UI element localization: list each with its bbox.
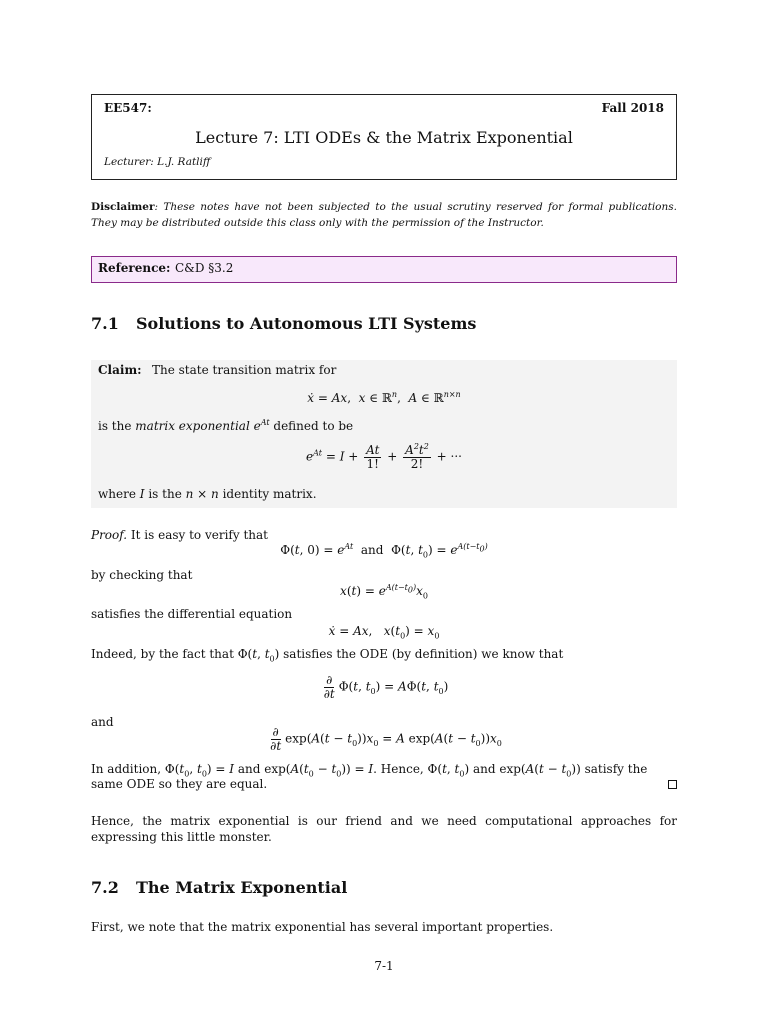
claim-text: The state transition matrix for xyxy=(152,363,337,377)
term-label: Fall 2018 xyxy=(601,101,664,115)
claim-text: where I is the n × n identity matrix. xyxy=(98,487,317,501)
section-number: 7.1 xyxy=(91,314,119,333)
disclaimer-label: Disclaimer xyxy=(91,201,155,213)
proof-equation: $\frac{\partial}{\partial t}$ $\exp(A(t - t_0))x_0 = A$ $\exp(A(t - t_0))x_0$ xyxy=(270,725,502,753)
reference-label: Reference: xyxy=(98,261,171,275)
proof-equation: Φ(t, $0) = e^{At}$ and Φ(t, $t_0) = e^{A(t-t_0)}$ xyxy=(280,542,488,560)
proof-text: In addition, $\Phi(t_0$, $t_0) = I$ and $\exp(A(t_0 - t_0)) = I$. Hence, Φ(t, $t_0$) and $\exp(A(t - t_0))$ satisfy the same ODE so they are equal. xyxy=(91,762,648,791)
disclaimer-text: : These notes have not been subjected to the usual scrutiny reserved for formal publications. They may be distributed outside this class only with the permission of the Instructor. xyxy=(91,201,677,229)
section-title: The Matrix Exponential xyxy=(136,878,348,897)
proof-text: Indeed, by the fact that Φ(t, $t_0$) satisfies the ODE (by definition) we know that xyxy=(91,647,564,664)
proof-equation: $x(t) = e^{A(t-t_0)}x_0$ xyxy=(340,583,428,601)
proof-label: Proof. xyxy=(91,528,128,542)
claim-text: is the matrix exponential $e^{At}$ defined to be xyxy=(98,418,354,433)
qed-square-icon xyxy=(668,780,677,789)
course-code: EE547: xyxy=(104,101,152,115)
claim-box xyxy=(91,360,677,508)
proof-text: satisfies the differential equation xyxy=(91,607,293,621)
matrix-exponential-definition: $e^{At} = I$ + $\frac{At}{1!}$ + $\frac{A^2t^2}{2!}$ + ··· xyxy=(306,442,462,471)
claim-label: Claim: xyxy=(98,363,142,377)
state-equation: ẋ = Ax, x ∈ ℝ$^n$, A ∈ ℝ$^{n\times n}$ xyxy=(307,390,461,405)
proof-text: and xyxy=(91,715,114,729)
proof-equation: ẋ = Ax, $x(t_0) = x_0$ xyxy=(328,624,440,641)
reference-value: C&D §3.2 xyxy=(175,261,234,275)
lecture-title: Lecture 7: LTI ODEs & the Matrix Exponential xyxy=(195,128,573,147)
proof-equation: $\frac{\partial}{\partial t}$ Φ(t, $t_0) = A\Phi(t$, $t_0$) xyxy=(323,673,449,701)
section-title: Solutions to Autonomous LTI Systems xyxy=(136,314,477,333)
paragraph: Hence, the matrix exponential is our friend and we need computational approaches for expressing this little monster. xyxy=(91,814,677,844)
paragraph: First, we note that the matrix exponential has several important properties. xyxy=(91,920,554,934)
proof-text: by checking that xyxy=(91,568,193,582)
section-number: 7.2 xyxy=(91,878,119,897)
lecturer-name: Lecturer: L.J. Ratliff xyxy=(104,156,211,168)
proof-text: Proof. It is easy to verify that xyxy=(91,528,268,542)
disclaimer xyxy=(91,199,677,231)
page-number: 7-1 xyxy=(374,959,394,973)
